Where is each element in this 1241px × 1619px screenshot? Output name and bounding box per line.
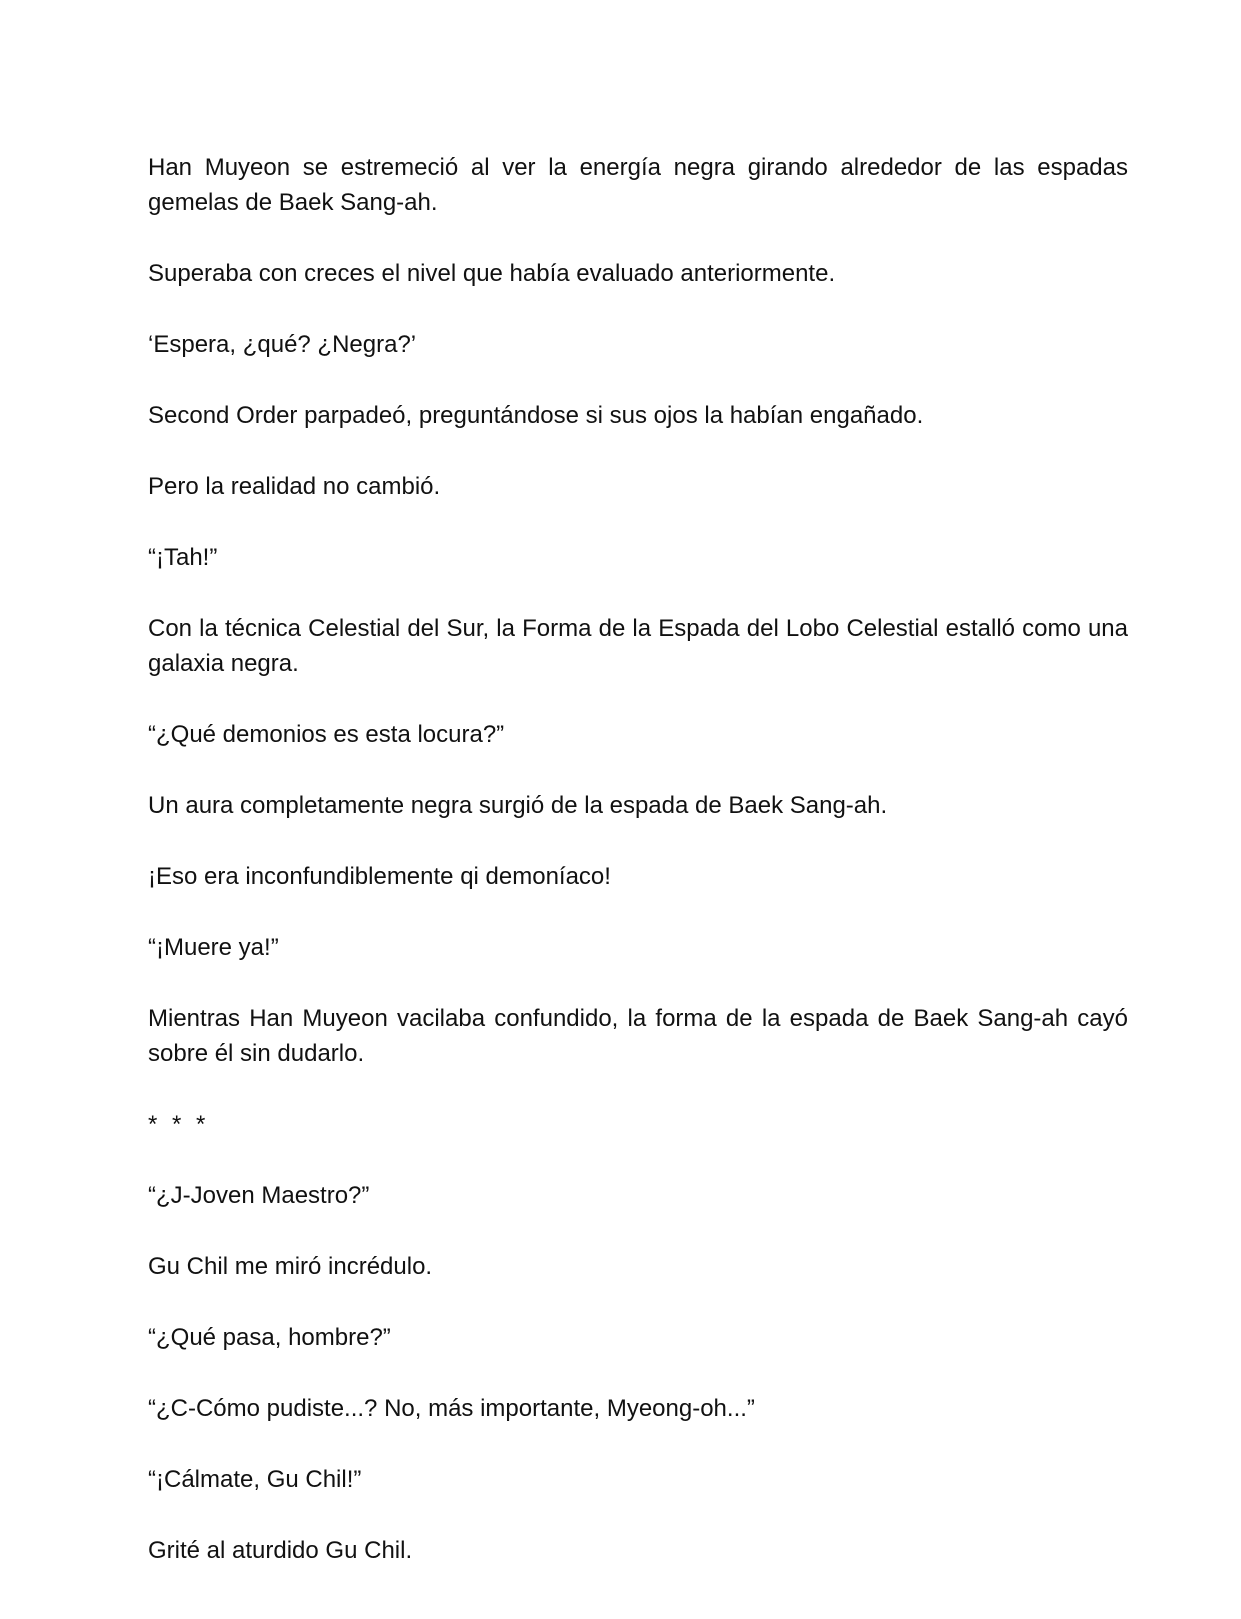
- paragraph: Con la técnica Celestial del Sur, la Forma de la Espada del Lobo Celestial estalló como una galaxia negra.: [148, 615, 1128, 677]
- body-text: [148, 150, 1128, 1604]
- paragraph: Grité al aturdido Gu Chil.: [148, 1537, 413, 1564]
- paragraph: ‘Espera, ¿qué? ¿Negra?’: [148, 331, 417, 358]
- paragraph: “¿Qué demonios es esta locura?”: [148, 721, 505, 748]
- paragraph: ¡Eso era inconfundiblemente qi demoníaco!: [148, 863, 611, 890]
- paragraph: Han Muyeon se estremeció al ver la energía negra girando alrededor de las espadas gemelas de Baek Sang-ah.: [148, 154, 1128, 216]
- paragraph: Un aura completamente negra surgió de la espada de Baek Sang-ah.: [148, 792, 888, 819]
- paragraph: “¿J-Joven Maestro?”: [148, 1182, 370, 1209]
- scene-break: * * *: [148, 1111, 210, 1138]
- paragraph: “¡Muere ya!”: [148, 934, 279, 961]
- paragraph: “¿Qué pasa, hombre?”: [148, 1324, 391, 1351]
- paragraph: Superaba con creces el nivel que había evaluado anteriormente.: [148, 260, 836, 287]
- paragraph: “¡Cálmate, Gu Chil!”: [148, 1466, 362, 1493]
- paragraph: Pero la realidad no cambió.: [148, 473, 441, 500]
- paragraph: “¡Tah!”: [148, 544, 218, 571]
- paragraph: Mientras Han Muyeon vacilaba confundido, la forma de la espada de Baek Sang-ah cayó sobre él sin dudarlo.: [148, 1005, 1128, 1067]
- paragraph: “¿C-Cómo pudiste...? No, más importante, Myeong-oh...”: [148, 1395, 755, 1422]
- paragraph: Second Order parpadeó, preguntándose si sus ojos la habían engañado.: [148, 402, 924, 429]
- paragraph: Gu Chil me miró incrédulo.: [148, 1253, 433, 1280]
